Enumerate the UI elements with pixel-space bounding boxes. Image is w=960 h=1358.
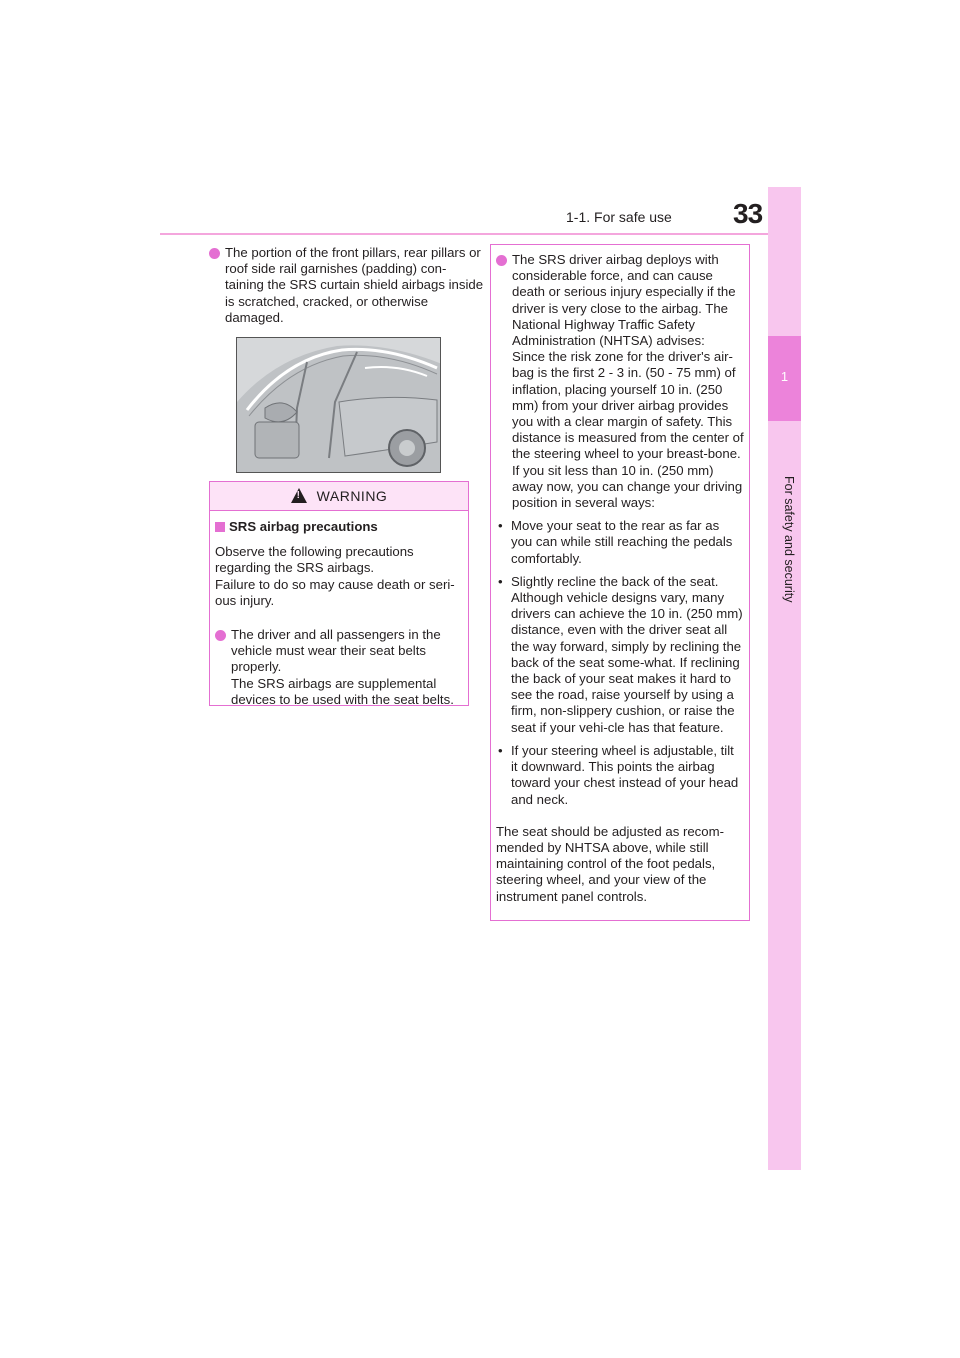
seat-position-item: • Move your seat to the rear as far as you can while still reaching the pedals comfortably. <box>496 518 744 567</box>
airbag-location-illustration <box>236 337 441 473</box>
warning-triangle-icon <box>291 488 307 503</box>
warning-bullet <box>215 627 463 708</box>
warning-title: WARNING <box>316 488 388 504</box>
warning-paragraph: Failure to do so may cause death or seri-ous injury. <box>215 576 455 608</box>
driver-airbag-box <box>490 244 750 921</box>
car-interior-illustration <box>237 338 441 473</box>
driver-airbag-line: The SRS driver airbag deploys with considerable force, and can cause death or serious injury especially if the driver is very close to the airbag. The National Highway Traffic Safety Administration (NHTSA) advises: <box>512 252 736 349</box>
page-number: 33 <box>733 198 763 229</box>
seat-position-item: • Slightly recline the back of the seat. Although vehicle designs vary, many drivers can achieve the 10 in. (250 mm) distance, even with the driver seat all the way forward, simply by reclining the back of the seat some-what. If reclining the back of your seat makes it hard to see the road, raise yourself by using a firm, non-slippery cushion, or raise the seat if your vehi-cle has that feature. <box>496 574 744 736</box>
warning-bullet-line: The SRS airbags are supplemental devices to be used with the seat belts. <box>231 675 454 707</box>
warning-bullet-line: The driver and all passengers in the vehicle must wear their seat belts properly. <box>231 627 441 675</box>
warning-paragraph: Observe the following precautions regarding the SRS airbags. <box>215 544 414 576</box>
warning-body <box>210 511 468 708</box>
driver-airbag-line: Since the risk zone for the driver's air-bag is the first 2 - 3 in. (50 - 75 mm) of inflation, placing yourself 10 in. (250 mm) from your driver airbag provides you with a clear margin of safety. This distance is measured from the center of the steering wheel to your breast-bone. If you sit less than 10 in. (250 mm) away now, you can change your driving position in several ways: <box>512 349 744 511</box>
driver-airbag-bullet <box>496 252 744 511</box>
warning-box <box>209 481 469 706</box>
chapter-number: 1 <box>780 369 789 384</box>
seat-position-item: • If your steering wheel is adjustable, tilt it downward. This points the airbag toward your chest instead of your head and neck. <box>496 743 744 808</box>
header-rule <box>160 233 768 235</box>
intro-bullet-text: The portion of the front pillars, rear pillars or roof side rail garnishes (padding) con-taining the SRS curtain shield airbags inside is scratched, cracked, or otherwise damaged. <box>225 245 484 325</box>
section-title: 1-1. For safe use <box>566 209 672 225</box>
intro-bullet <box>209 245 485 326</box>
square-bullet-icon <box>215 519 229 534</box>
warning-heading-text: SRS airbag precautions <box>229 519 378 534</box>
chapter-title: For safety and security <box>782 476 796 603</box>
closing-paragraph: The seat should be adjusted as recom-mended by NHTSA above, while still maintaining control of the foot pedals, steering wheel, and your view of the instrument panel controls. <box>496 823 724 904</box>
warning-heading <box>215 519 463 535</box>
warning-header <box>210 482 468 511</box>
